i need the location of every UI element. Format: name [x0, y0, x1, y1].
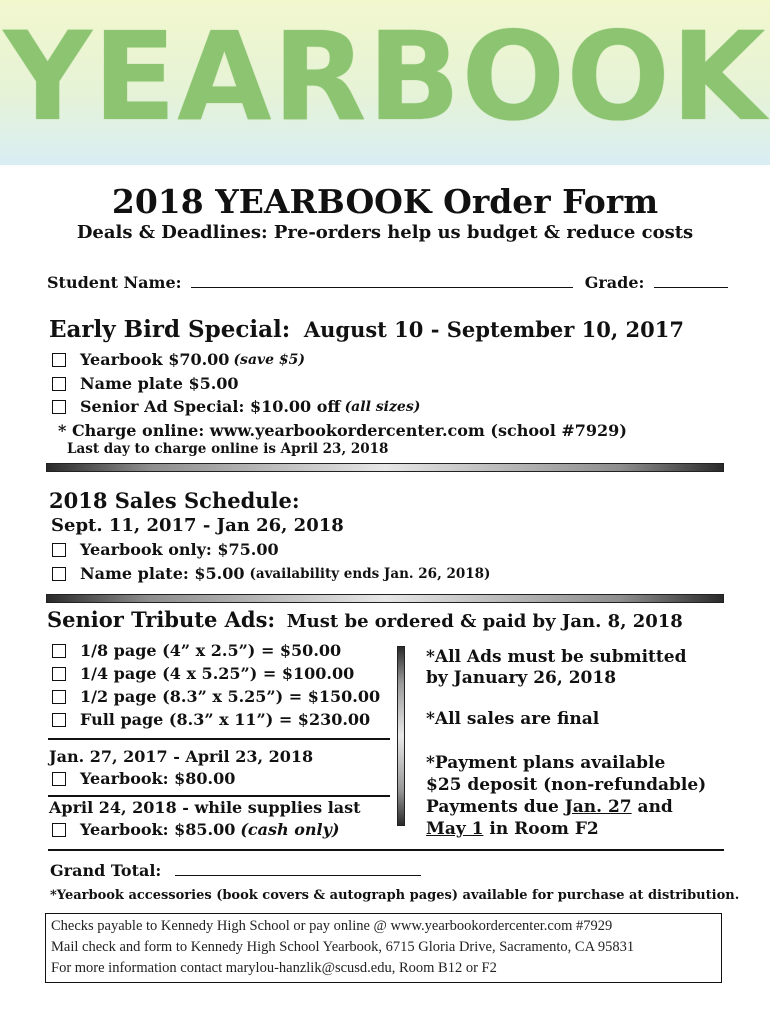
period2-yearbook-checkbox[interactable] [52, 823, 66, 837]
tribute-ad-label: 1/8 page (4” x 2.5”) = $50.00 [80, 641, 342, 660]
payments-due-suffix: and [631, 797, 673, 817]
early-bird-yearbook-checkbox[interactable] [52, 353, 66, 367]
tribute-ad-item [52, 687, 380, 706]
tribute-ad-item [52, 664, 354, 683]
tribute-ad-item [52, 641, 341, 660]
period2-dates: April 24, 2018 - while supplies last [49, 798, 361, 817]
info-line: For more information contact marylou-hanzlik@scusd.edu, Room B12 or F2 [51, 960, 497, 976]
early-bird-item-label: Name plate $5.00 [80, 374, 239, 393]
early-bird-item-label: Senior Ad Special: $10.00 off [80, 397, 341, 416]
divider-line [48, 738, 390, 740]
sales-final-note: *All sales are final [426, 709, 600, 729]
ad-quarter-page-checkbox[interactable] [52, 667, 66, 681]
grand-total-field[interactable] [175, 861, 421, 876]
grand-total-row [50, 861, 421, 880]
student-name-label: Student Name: [47, 273, 182, 292]
grand-total-label: Grand Total: [50, 861, 162, 880]
header-banner [0, 0, 770, 165]
divider-line [48, 795, 390, 797]
payment-plans-line [426, 818, 706, 840]
period2-item-label: Yearbook: $85.00 [80, 820, 236, 839]
grade-field[interactable] [654, 273, 728, 288]
page-title: 2018 YEARBOOK Order Form [111, 182, 659, 221]
early-bird-item-note: (save $5) [233, 351, 306, 368]
sales-item [52, 564, 490, 583]
sales-heading: 2018 Sales Schedule: [49, 488, 300, 513]
ad-half-page-checkbox[interactable] [52, 690, 66, 704]
early-bird-senior-ad-checkbox[interactable] [52, 400, 66, 414]
tribute-heading-row [47, 607, 683, 632]
payments-due-date: Jan. 27 [564, 797, 632, 817]
period2-item [52, 820, 339, 839]
tribute-ad-label: Full page (8.3” x 11”) = $230.00 [80, 710, 371, 729]
payments-room: in Room F2 [483, 819, 599, 839]
tribute-ad-item [52, 710, 370, 729]
info-line: Mail check and form to Kennedy High School Yearbook, 6715 Gloria Drive, Sacramento, CA 95831 [51, 939, 635, 955]
banner-wordmark: YEARBOOK [3, 6, 767, 148]
ads-submit-note [426, 647, 686, 689]
tribute-deadline: Must be ordered & paid by Jan. 8, 2018 [286, 611, 683, 632]
early-bird-item [52, 397, 420, 416]
page-subtitle: Deals & Deadlines: Pre-orders help us budget & reduce costs [76, 222, 694, 243]
ad-eighth-page-checkbox[interactable] [52, 644, 66, 658]
period1-item [52, 769, 235, 788]
section-divider [46, 463, 724, 472]
payment-plans-note [426, 752, 706, 840]
student-name-row [47, 273, 728, 292]
sales-item-label: Name plate: $5.00 [80, 564, 245, 583]
grade-label: Grade: [584, 273, 645, 292]
payments-due-prefix: Payments due [426, 797, 565, 817]
payment-plans-line: $25 deposit (non-refundable) [426, 775, 707, 795]
ad-full-page-checkbox[interactable] [52, 713, 66, 727]
sales-item [52, 540, 279, 559]
ads-submit-line: by January 26, 2018 [426, 668, 617, 688]
section-divider [46, 594, 724, 603]
period1-item-label: Yearbook: $80.00 [80, 769, 236, 788]
info-line: Checks payable to Kennedy High School or pay online @ www.yearbookordercenter.com #7929 [51, 918, 613, 934]
payment-info-box [45, 913, 722, 983]
payment-plans-line: *Payment plans available [426, 753, 666, 773]
ads-submit-line: *All Ads must be submitted [426, 647, 687, 667]
sales-item-note: (availability ends Jan. 26, 2018) [249, 565, 491, 582]
tribute-ad-label: 1/2 page (8.3” x 5.25”) = $150.00 [80, 687, 381, 706]
payment-plans-line [426, 796, 706, 818]
accessories-note: *Yearbook accessories (book covers & autograph pages) available for purchase at distribution. [50, 888, 740, 903]
period1-yearbook-checkbox[interactable] [52, 772, 66, 786]
vertical-divider [397, 646, 405, 826]
period2-item-note: (cash only) [240, 820, 340, 839]
payments-due-date: May 1 [426, 819, 484, 839]
tribute-ad-label: 1/4 page (4 x 5.25”) = $100.00 [80, 664, 355, 683]
charge-online-note: * Charge online: www.yearbookordercenter.com (school #7929) [58, 421, 627, 440]
early-bird-item-label: Yearbook $70.00 [80, 350, 230, 369]
early-bird-item [52, 374, 239, 393]
early-bird-heading: Early Bird Special: [49, 316, 291, 343]
last-day-note: Last day to charge online is April 23, 2018 [67, 441, 389, 457]
divider-line [48, 849, 724, 851]
early-bird-dates: August 10 - September 10, 2017 [303, 317, 684, 342]
early-bird-item-note: (all sizes) [344, 398, 421, 415]
early-bird-nameplate-checkbox[interactable] [52, 377, 66, 391]
early-bird-item [52, 350, 305, 369]
student-name-field[interactable] [191, 273, 573, 288]
sales-yearbook-checkbox[interactable] [52, 543, 66, 557]
sales-item-label: Yearbook only: $75.00 [80, 540, 279, 559]
sales-dates: Sept. 11, 2017 - Jan 26, 2018 [51, 515, 344, 536]
sales-nameplate-checkbox[interactable] [52, 567, 66, 581]
tribute-heading: Senior Tribute Ads: [47, 607, 276, 632]
early-bird-heading-row [49, 316, 684, 343]
period1-dates: Jan. 27, 2017 - April 23, 2018 [49, 747, 314, 766]
